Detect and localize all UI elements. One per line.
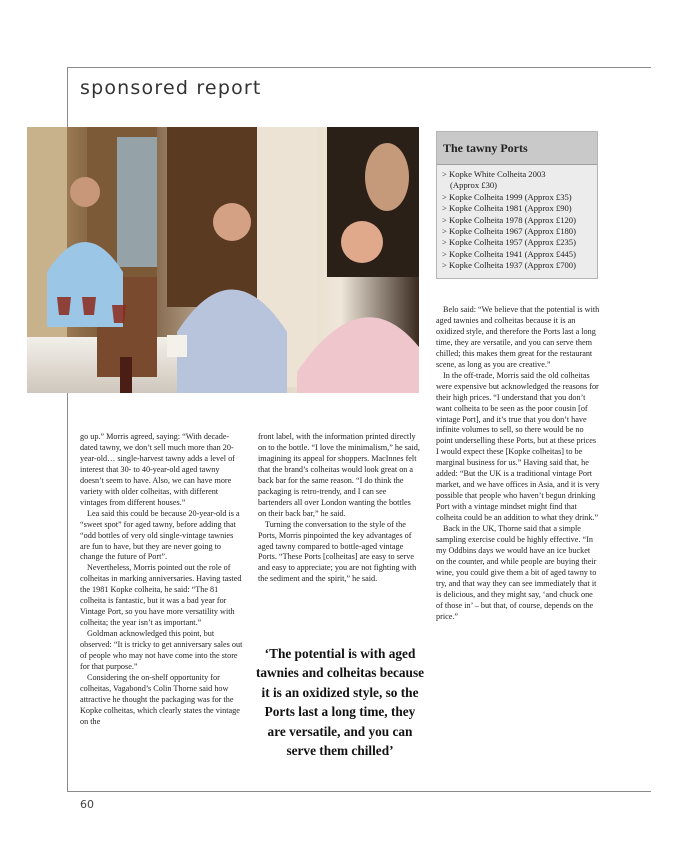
paragraph: Goldman acknowledged this point, but observed: “It is tricky to get anniversary sales out of people who may not have come into the store for that purpose.” xyxy=(80,629,243,672)
list-item: > Kopke Colheita 1978 (Approx £120) xyxy=(442,214,576,225)
tasting-panel-photo xyxy=(27,127,419,393)
tawny-ports-sidebar xyxy=(436,131,598,279)
article-column-1 xyxy=(80,432,243,728)
list-item: (Approx £30) xyxy=(450,180,498,191)
bottom-rule xyxy=(67,791,651,792)
section-label: sponsored report xyxy=(80,77,262,99)
list-item: > Kopke Colheita 1937 (Approx £700) xyxy=(442,260,576,271)
paragraph: Belo said: “We believe that the potential is with aged tawnies and colheitas because it is an oxidized style, and therefore the Ports last a long time, they are versatile, and you can serve them chilled; this makes them great for the restaurant scene, as long as you are creative.” xyxy=(436,305,600,369)
paragraph: Turning the conversation to the style of the Ports, Morris pinpointed the key advantages of aged tawny compared to bottle-aged vintage Ports. “These Ports [colheitas] are easy to serve and easy to appreciate; you are not fighting with the sediment and the spirit,” he said. xyxy=(258,519,417,584)
paragraph: Nevertheless, Morris pointed out the role of colheitas in marking anniversaries. Having tasted the 1981 Kopke colheita, he said: “The 81 colheita is fantastic, but it was a bad year for Vintage Port, so you have more versatility with colheita; the year isn’t as important.” xyxy=(80,563,242,628)
paragraph: Considering the on-shelf opportunity for colheitas, Vagabond’s Colin Thorne said how attractive he thought the packaging was for the Kopke colheitas, which clearly states the vintage on the xyxy=(80,672,240,726)
pull-quote: ‘The potential is with aged tawnies and colheitas because it is an oxidized style, so the Ports last a long time, they are versatile, and you can serve them chilled’ xyxy=(255,646,425,759)
port-list xyxy=(437,169,597,272)
article-column-3 xyxy=(436,305,600,623)
paragraph: Lea said this could be because 20-year-old is a “sweet spot” for aged tawny, before adding that “odd bottles of very old single-vintage tawnies are fun to have, but they are never going to change the future of Port”. xyxy=(80,508,240,562)
page-number: 60 xyxy=(80,798,94,811)
top-rule xyxy=(67,67,651,68)
list-item: > Kopke Colheita 1941 (Approx £445) xyxy=(442,248,576,259)
list-item: > Kopke Colheita 1967 (Approx £180) xyxy=(442,226,576,237)
paragraph: go up.” Morris agreed, saying: “With decade-dated tawny, we don’t sell much more than 20-year-old… single-harvest tawny adds a level of interest that 30- to 40-year-old aged tawny doesn’t seem to have. Also, we can have more variety with older colheitas, with different vintages from different houses.” xyxy=(80,432,235,507)
paragraph: In the off-trade, Morris said the old colheitas were expensive but acknowledged the reasons for their high prices. “I understand that you don’t want colheita to be seen as the poor cousin [of vintage Port], and it’s true that you don’t have infinite volumes to sell, so there would be no point underselling these Ports, but at these prices I would expect these [Kopke colheitas] to be marginal business for us.” Having said that, he added: “But the UK is a traditional vintage Port market, and we have offices in Asia, and it is very possible that people who haven’t begun drinking Port with a vintage mindset might find that colheita could be an addition to what they drink.” xyxy=(436,370,600,523)
paragraph: front label, with the information printed directly on to the bottle. “I love the minimalism,” he said, imagining its appeal for shoppers. MacInnes felt that the brand’s colheitas would look great on a back bar for the same reason. “I do think the packaging is retro-trendy, and I can see bartenders all over London wanting the bottles on their back bar,” he said. xyxy=(258,432,420,518)
list-item: > Kopke Colheita 1981 (Approx £90) xyxy=(442,203,572,214)
list-item: > Kopke Colheita 1957 (Approx £235) xyxy=(442,237,576,248)
paragraph: Back in the UK, Thorne said that a simple sampling exercise could be highly effective. “In my Oddbins days we would have an ice bucket on the counter, and while people are buying their wine, you could give them a bit of aged tawny to try, and that way they can see immediately that it is delicious, and they might say, ‘and chuck one of those in’ – but that, of course, depends on the price.” xyxy=(436,524,597,621)
list-item: > Kopke Colheita 1999 (Approx £35) xyxy=(442,191,572,202)
sidebar-title: The tawny Ports xyxy=(437,132,597,165)
article-column-2 xyxy=(258,432,421,585)
list-item: > Kopke White Colheita 2003 xyxy=(442,169,546,179)
